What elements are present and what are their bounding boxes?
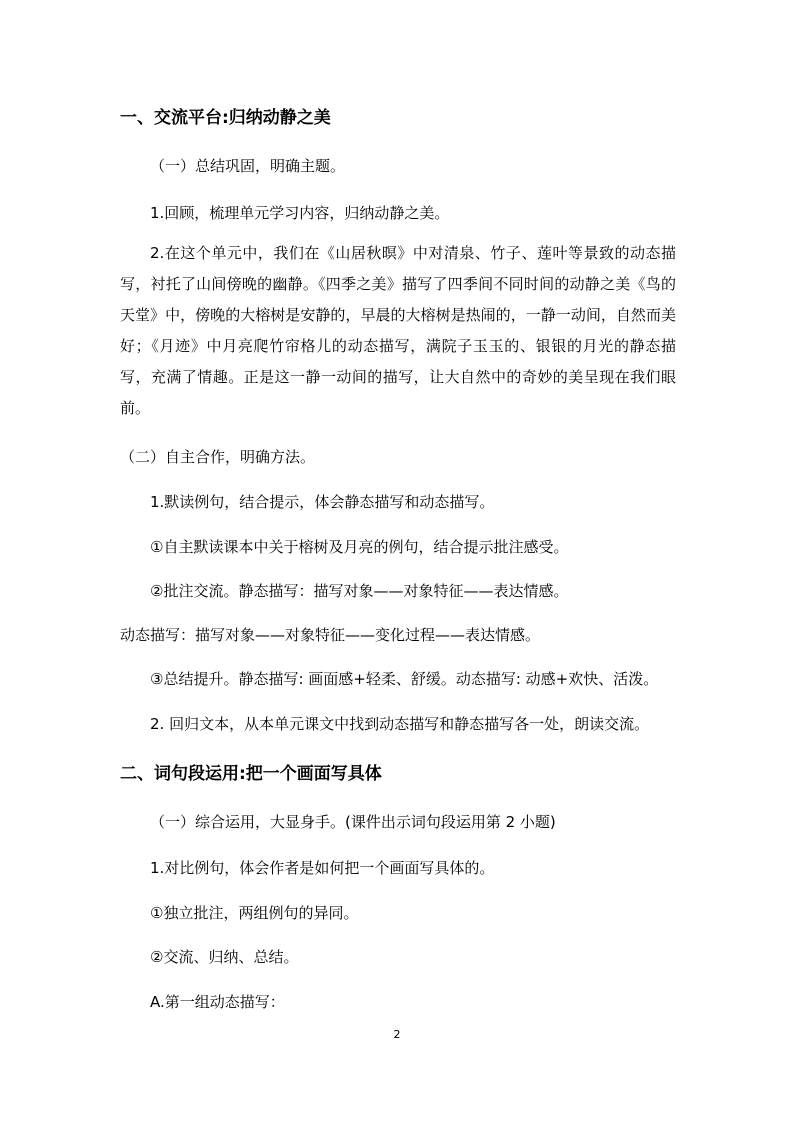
section-2-item-4: A.第一组动态描写： [150, 993, 285, 1011]
section-2-item-1: 1.对比例句，体会作者是如何把一个画面写具体的。 [150, 859, 495, 877]
section-1-item-5: ②批注交流。静态描写：描写对象——对象特征——表达情感。 [150, 582, 569, 600]
section-1-item-4: ①自主默读课本中关于榕树及月亮的例句，结合提示批注感受。 [150, 538, 569, 556]
section-1-heading: 一、交流平台:归纳动静之美 [120, 108, 331, 128]
section-1-subheading-1: （一）总结巩固，明确主题。 [150, 157, 346, 175]
section-1-item-3: 1.默读例句，结合提示，体会静态描写和动态描写。 [150, 493, 495, 511]
section-2-item-3: ②交流、归纳、总结。 [150, 948, 299, 966]
section-2-subheading-1: （一）综合运用，大显身手。(课件出示词句段运用第 2 小题) [150, 813, 556, 831]
section-1-paragraph-2: 2.在这个单元中，我们在《山居秋暝》中对清泉、竹子、莲叶等景致的动态描写，衬托了山间傍晚的幽静。《四季之美》描写了四季间不同时间的动静之美《鸟的天堂》中，傍晚的大榕树是安静的，早晨的大榕树是热闹的，一静一动间，自然而美好；《月迹》中月亮爬竹帘格儿的动态描写，满院子玉玉的、银银的月光的静态描写，充满了情趣。正是这一静一动间的描写，让大自然中的奇妙的美呈现在我们眼前。 [120, 244, 676, 417]
section-2-heading: 二、词句段运用:把一个画面写具体 [120, 764, 382, 784]
section-1-item-7: ③总结提升。静态描写: 画面感+轻柔、舒缓。动态描写: 动感+欢快、活泼。 [150, 670, 659, 688]
section-1-item-6: 动态描写：描写对象——对象特征——变化过程——表达情感。 [120, 626, 541, 644]
section-1-subheading-2: （二）自主合作，明确方法。 [120, 448, 316, 466]
section-2-item-2: ①独立批注，两组例句的异同。 [150, 904, 359, 922]
section-1-item-8: 2. 回归文本，从本单元课文中找到动态描写和静态描写各一处，朗读交流。 [150, 715, 650, 733]
page-number: 2 [393, 1028, 401, 1041]
section-1-item-1: 1.回顾，梳理单元学习内容，归纳动静之美。 [150, 204, 450, 222]
